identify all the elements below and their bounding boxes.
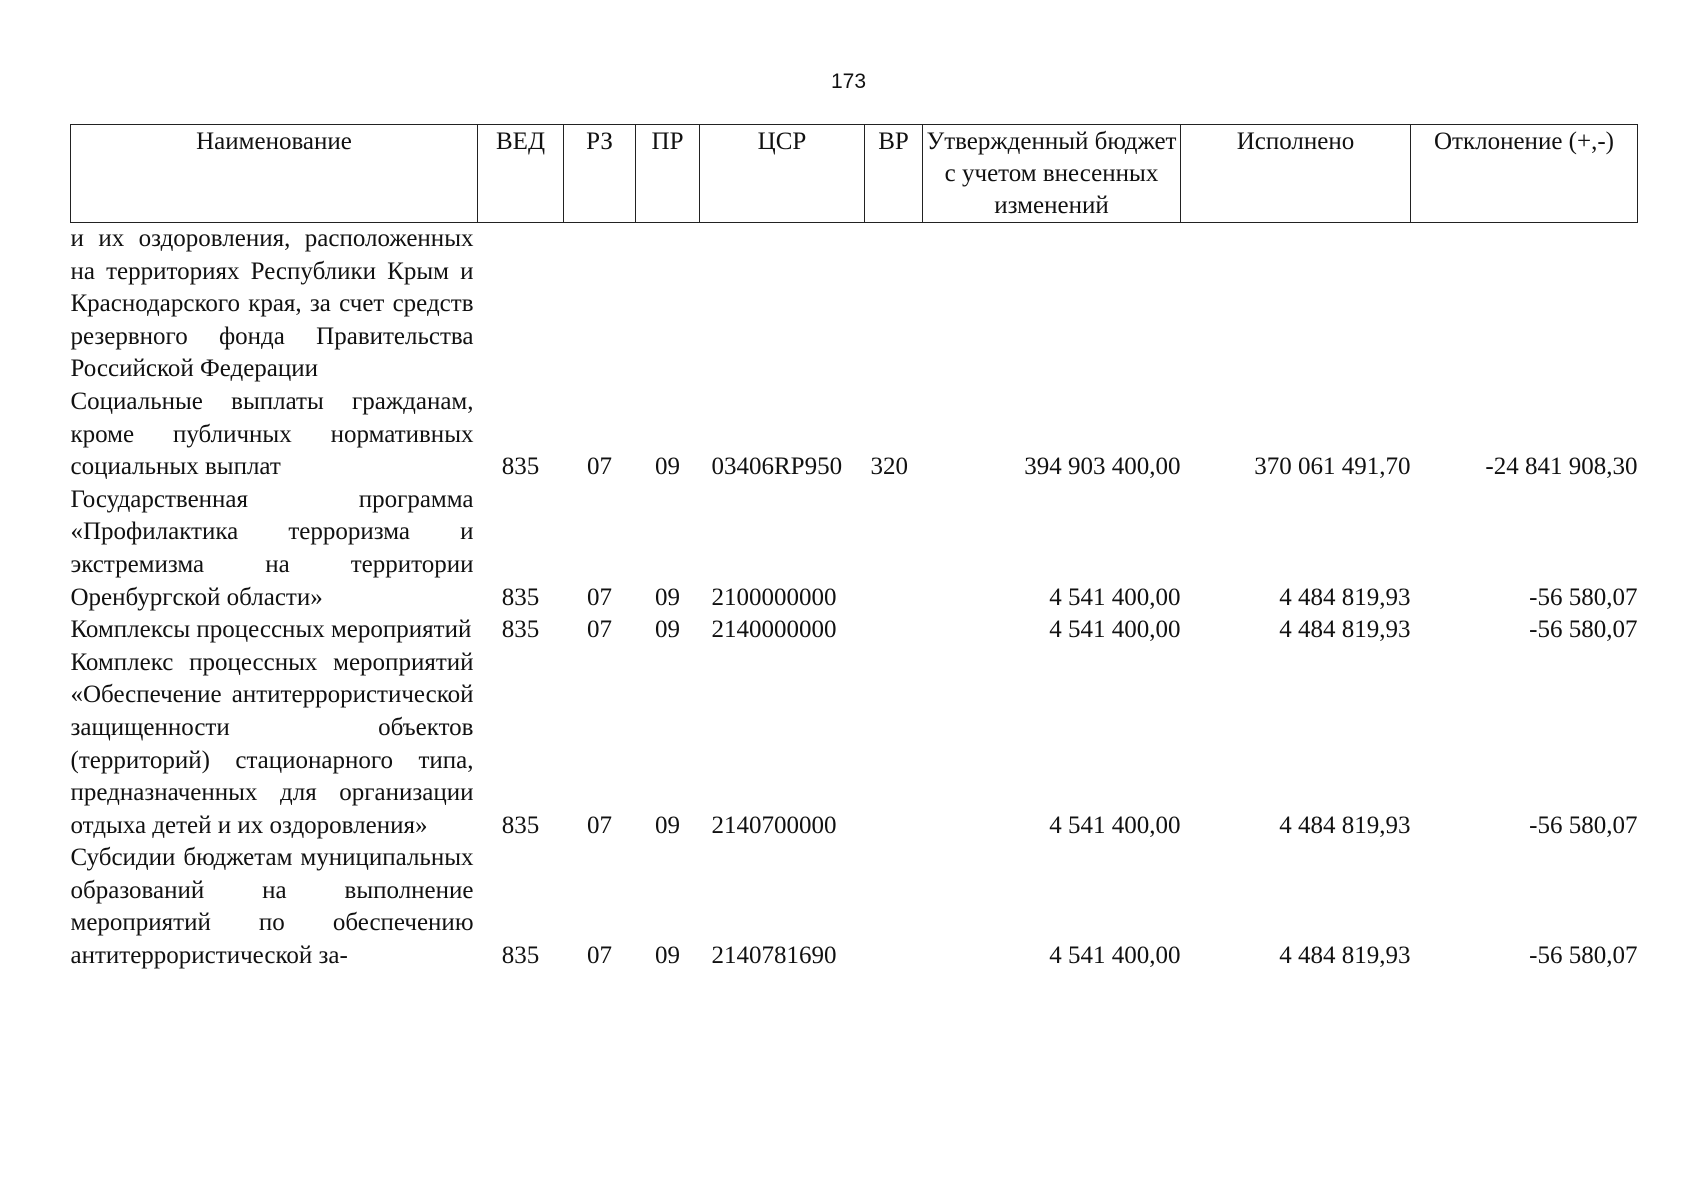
row-deviation: -56 580,07 [1529, 811, 1638, 839]
row-csr: 2140000000 [711, 616, 837, 644]
row-name: Государственная программа «Профилактика терроризма и экстремизма на территории Оренбургской области» [70, 485, 474, 611]
row-rz: 07 [587, 942, 612, 970]
header-budget: Утвержденный бюджет с учетом внесенных изменений [923, 125, 1181, 223]
header-row [71, 125, 1638, 223]
row-deviation: -56 580,07 [1529, 616, 1638, 644]
row-vr [865, 223, 923, 386]
row-budget: 394 903 400,00 [1024, 453, 1181, 481]
table-row [71, 386, 1638, 484]
row-budget: 4 541 400,00 [1049, 583, 1181, 611]
header-csr: ЦСР [700, 125, 865, 223]
header-rz: РЗ [564, 125, 636, 223]
table-body [71, 223, 1638, 973]
row-pr: 09 [655, 616, 680, 644]
header-executed: Исполнено [1181, 125, 1411, 223]
row-csr: 2100000000 [711, 583, 837, 611]
header-deviation: Отклонение (+,-) [1411, 125, 1638, 223]
row-csr: 2140781690 [711, 942, 837, 970]
row-pr: 09 [655, 942, 680, 970]
row-csr: 03406RP950 [711, 453, 843, 481]
row-pr: 09 [655, 453, 680, 481]
row-budget: 4 541 400,00 [1049, 616, 1181, 644]
row-deviation [1411, 223, 1638, 386]
budget-table-container [70, 124, 1637, 973]
row-name: Комплекс процессных мероприятий «Обеспечение антитеррористической защищенности объектов (территорий) стационарного типа, предназначенных для организации отдыха детей и их оздоровления» [70, 648, 474, 839]
row-csr [700, 223, 865, 386]
row-ved: 835 [501, 942, 540, 970]
row-rz: 07 [587, 811, 612, 839]
row-name: и их оздоровления, расположенных на территориях Республики Крым и Краснодарского края, за счет средств резервного фонда Правительства Российской Федерации [70, 225, 474, 383]
row-vr [865, 484, 923, 614]
row-ved: 835 [501, 453, 540, 481]
row-ved [478, 223, 564, 386]
row-executed: 370 061 491,70 [1254, 453, 1411, 481]
row-vr [865, 842, 923, 972]
row-pr: 09 [655, 583, 680, 611]
table-row [71, 223, 1638, 386]
row-ved: 835 [501, 616, 540, 644]
header-pr: ПР [636, 125, 700, 223]
row-ved: 835 [501, 583, 540, 611]
row-name: Социальные выплаты гражданам, кроме публичных нормативных социальных выплат [70, 387, 474, 481]
table-row [71, 484, 1638, 614]
header-name: Наименование [71, 125, 478, 223]
row-deviation: -56 580,07 [1529, 942, 1638, 970]
row-vr [865, 647, 923, 843]
row-executed [1181, 223, 1411, 386]
row-executed: 4 484 819,93 [1279, 942, 1411, 970]
row-csr: 2140700000 [711, 811, 837, 839]
row-rz: 07 [587, 453, 612, 481]
row-budget: 4 541 400,00 [1049, 811, 1181, 839]
row-pr: 09 [655, 811, 680, 839]
budget-table [70, 124, 1638, 973]
table-row [71, 614, 1638, 647]
table-row [71, 647, 1638, 843]
header-vr: ВР [865, 125, 923, 223]
row-vr [865, 614, 923, 647]
table-row [71, 842, 1638, 972]
row-executed: 4 484 819,93 [1279, 583, 1411, 611]
row-budget: 4 541 400,00 [1049, 942, 1181, 970]
row-budget [923, 223, 1181, 386]
row-vr: 320 [870, 453, 908, 481]
row-deviation: -24 841 908,30 [1485, 453, 1638, 481]
row-ved: 835 [501, 811, 540, 839]
row-rz: 07 [587, 616, 612, 644]
row-executed: 4 484 819,93 [1279, 616, 1411, 644]
row-rz: 07 [587, 583, 612, 611]
table-header [71, 125, 1638, 223]
row-name: Субсидии бюджетам муниципальных образований на выполнение мероприятий по обеспечению антитеррористической за- [70, 844, 474, 970]
row-name: Комплексы процессных мероприятий [70, 616, 472, 644]
row-deviation: -56 580,07 [1529, 583, 1638, 611]
row-executed: 4 484 819,93 [1279, 811, 1411, 839]
row-pr [636, 223, 700, 386]
page-number: 173 [830, 70, 867, 93]
header-ved: ВЕД [478, 125, 564, 223]
row-rz [564, 223, 636, 386]
